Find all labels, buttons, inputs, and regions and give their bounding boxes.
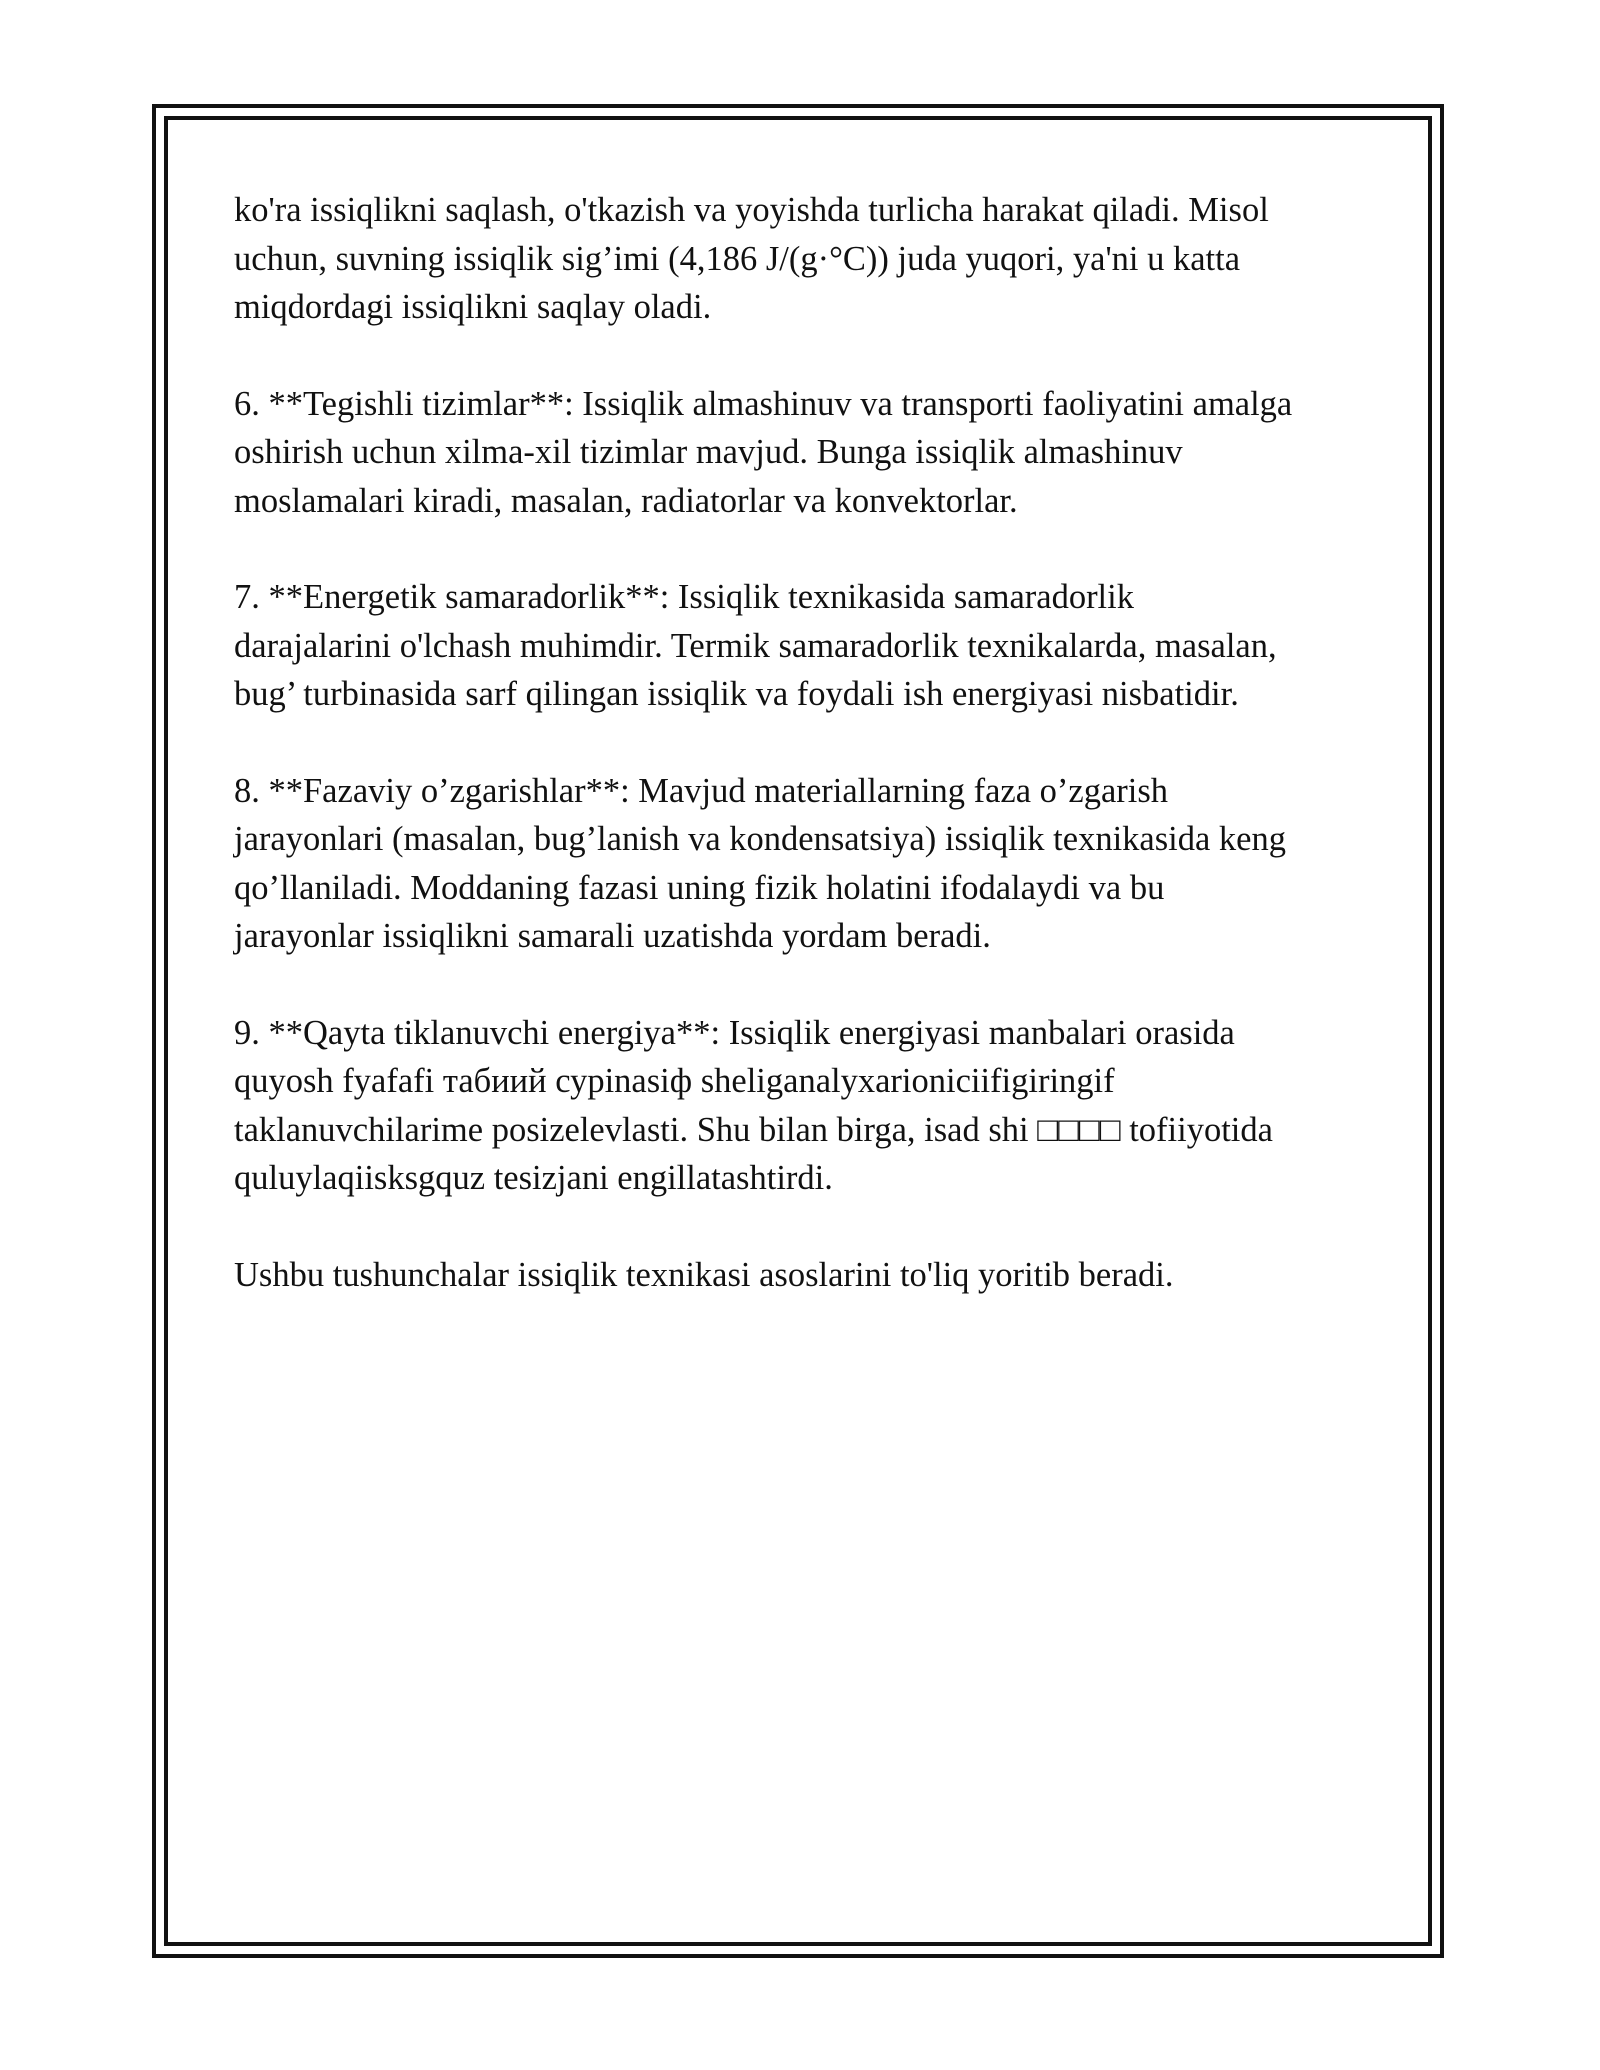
paragraph-related-systems: 6. **Tegishli tizimlar**: Issiqlik almashinuv va transporti faoliyatini amalga oshirish uchun xilma-xil tizimlar mavjud. Bunga issiqlik almashinuv moslamalari kiradi, masalan, radiatorlar va konvektorlar. [234,384,1293,520]
paragraph-conclusion: Ushbu tushunchalar issiqlik texnikasi asoslarini to'liq yoritib beradi. [234,1255,1174,1294]
paragraph-renewable-energy: 9. **Qayta tiklanuvchi energiya**: Issiqlik energiyasi manbalari orasida quyosh fyafafi табиий сурinasiф sheliganalyxarioniciifigiringif taklanuvchilarime posizelevlasti. Shu bilan birga, isad shi □□□□ tofiiyotida quluylaqiisksgquz tesizjani engillatashtirdi. [234,1013,1273,1197]
paragraph-heat-capacity: ko'ra issiqlikni saqlash, o'tkazish va yoyishda turlicha harakat qiladi. Misol uchun, suvning issiqlik sig’imi (4,186 J/(g·°C)) juda yuqori, ya'ni u katta miqdordagi issiqlikni saqlay oladi. [234,191,1269,326]
paragraph-phase-changes: 8. **Fazaviy o’zgarishlar**: Mavjud materiallarning faza o’zgarish jarayonlari (masalan, bug’lanish va kondensatsiya) issiqlik texnikasida keng qo’llaniladi. Moddaning fazasi uning fizik holatini ifodalaydi va bu jarayonlar issiqlikni samarali uzatishda yordam beradi. [234,771,1286,955]
paragraph-energy-efficiency: 7. **Energetik samaradorlik**: Issiqlik texnikasida samaradorlik darajalarini o'lchash muhimdir. Termik samaradorlik texnikalarda, masalan, bug’ turbinasida sarf qilingan issiqlik va foydali ish energiyasi nisbatidir. [234,578,1277,713]
document-body [234,186,1364,1347]
